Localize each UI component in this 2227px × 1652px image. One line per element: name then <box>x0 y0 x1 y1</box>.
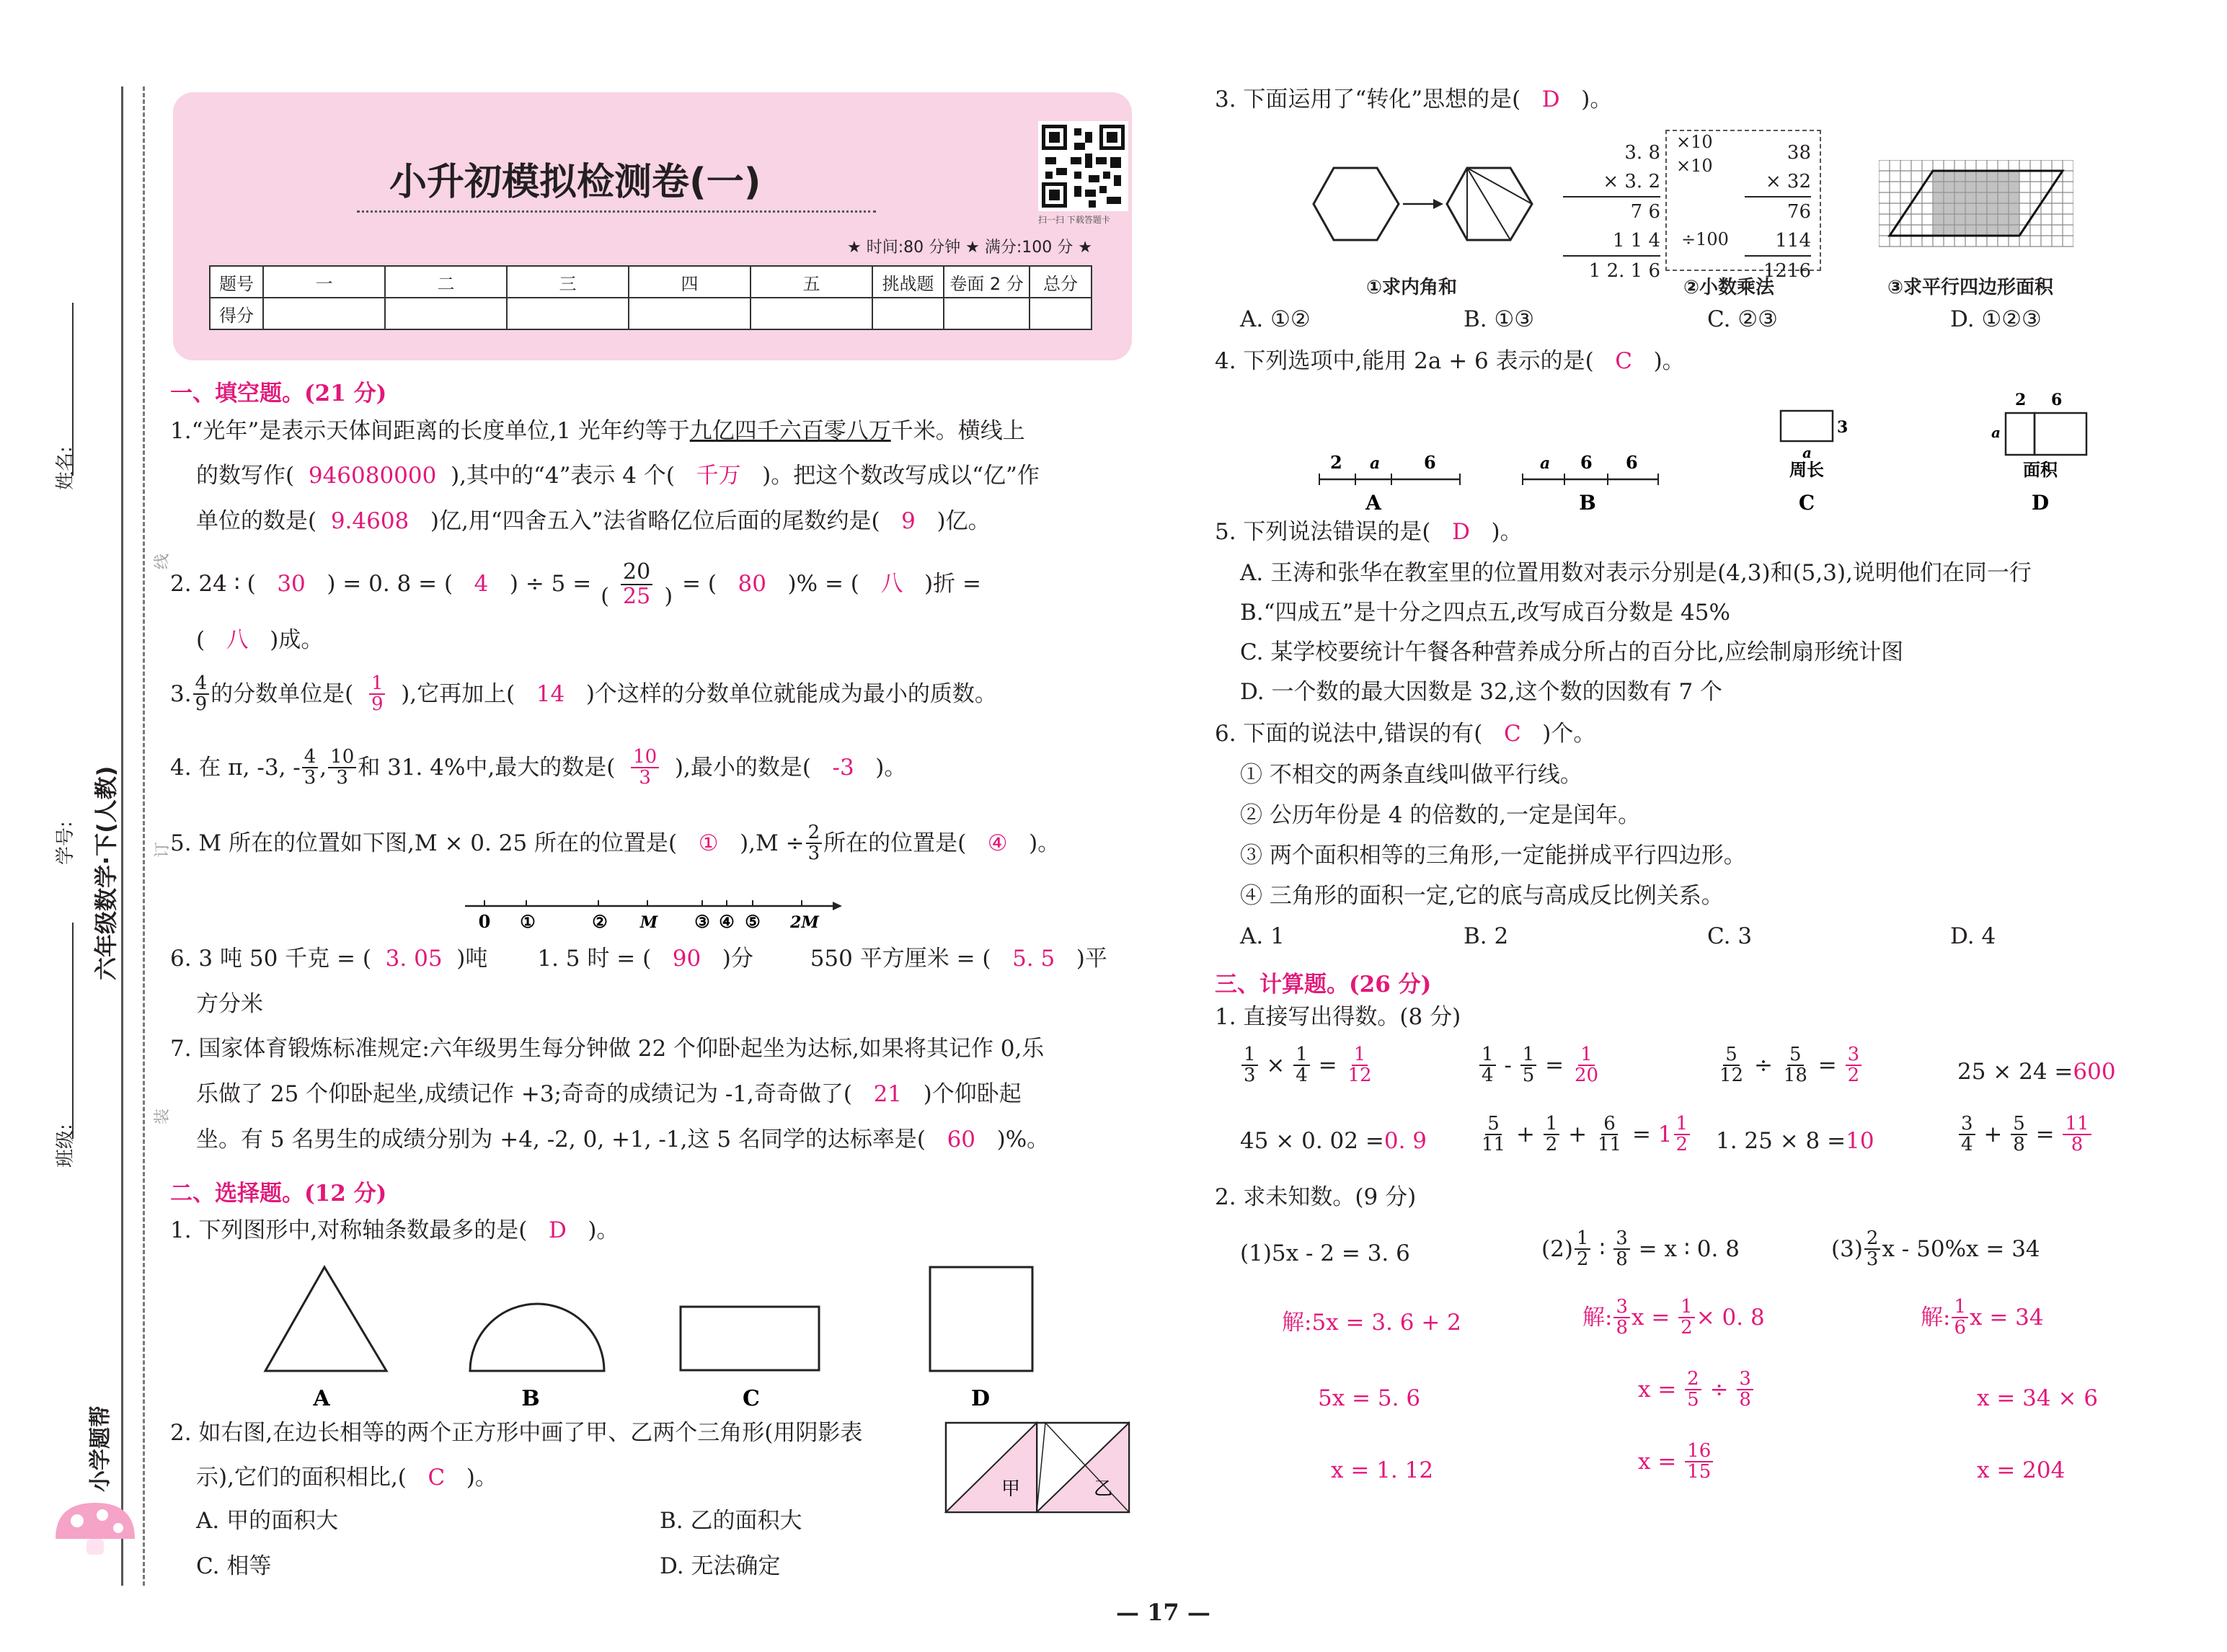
score-header-cell: 总分 <box>1030 266 1092 298</box>
fill-q2-line1: 2. 24 ∶ ( 30 ) = 0. 8 = ( 4 ) ÷ 5 = $\frac{20}{( 25 )}$ = ( 80 )% = ( 八 )折 = <box>170 559 981 609</box>
binding-line-outer <box>121 86 123 1586</box>
shape-label-a: A <box>313 1386 330 1411</box>
axis-label-2m: 2M <box>790 913 819 932</box>
sidebar-id-label: 学号: <box>55 821 76 865</box>
score-cell[interactable] <box>507 298 629 329</box>
fill-q5: 5. M 所在的位置如下图,M × 0. 25 所在的位置是( ① ),M ÷ $\frac{2}{3}$ 所在的位置是( ④ )。 <box>170 822 1061 865</box>
calc-item-5: 45 × 0. 02 =0. 9 <box>1240 1128 1427 1154</box>
fill-q4: 4. 在 π, -3, - $\frac{4}{3}$ , $\frac{10}{3}$ 和 31. 4%中,最大的数是( $\frac{10}{3}$ ),最小的数是( -3 )。 <box>170 746 907 789</box>
c4-d-caption: 面积 <box>2023 459 2058 480</box>
solution-1-step-2: 5x = 5. 6 <box>1318 1385 1421 1411</box>
name-underline <box>72 303 74 476</box>
score-header-cell: 五 <box>751 266 872 298</box>
choice-q5: 5. 下列说法错误的是( D )。 <box>1215 519 1523 545</box>
binding-mark-xian: 线 <box>154 553 172 569</box>
c6-option-a[interactable]: A. 1 <box>1240 923 1285 949</box>
choice-q2-figure <box>944 1421 1132 1514</box>
equation-3: (3) $\frac{2}{3}$ x - 50%x = 34 <box>1831 1227 2040 1271</box>
choice-q1: 1. 下列图形中,对称轴条数最多的是( D )。 <box>170 1217 619 1243</box>
axis-label-3: ③ <box>694 911 710 932</box>
solution-2-step-2: x = $\frac{2}{5}$ ÷ $\frac{3}{8}$ <box>1638 1369 1755 1411</box>
fill-q6-line2: 方分米 <box>196 991 263 1017</box>
section-fill-heading: 一、填空题。(21 分) <box>170 381 387 407</box>
sidebar-class-label: 班级: <box>55 1124 76 1168</box>
score-header-cell: 题号 <box>210 266 263 298</box>
solution-2-step-1: 解: $\frac{3}{8}$ x = $\frac{1}{2}$ × 0. 8 <box>1582 1296 1765 1339</box>
equation-1: (1)5x - 2 = 3. 6 <box>1240 1240 1410 1266</box>
choice-q3: 3. 下面运用了“转化”思想的是( D )。 <box>1215 86 1613 112</box>
c4-a-seg-2: 2 <box>1330 452 1342 473</box>
choice-q2-option-d[interactable]: D. 无法确定 <box>660 1553 781 1579</box>
c3-mult-left: 3. 8 × 3. 2 7 6 1 1 4 1 2. 1 6 <box>1563 138 1660 285</box>
c5-option-c[interactable]: C. 某学校要统计午餐各种营养成分所占的百分比,应绘制扇形统计图 <box>1240 639 1904 665</box>
solution-3-step-2: x = 34 × 6 <box>1977 1385 2099 1411</box>
c3-hexagon-figure <box>1312 164 1536 244</box>
score-header-cell: 四 <box>629 266 751 298</box>
c4-d-dim-2: 2 <box>2015 391 2027 409</box>
score-header-cell: 卷面 2 分 <box>944 266 1030 298</box>
binding-mark-ding: 订 <box>154 841 172 858</box>
calc-q2-title: 2. 求未知数。(9 分) <box>1215 1184 1417 1210</box>
axis-label-m: M <box>639 913 658 932</box>
shape-label-b: B <box>521 1386 540 1411</box>
c6-statement-3: ③ 两个面积相等的三角形,一定能拼成平行四边形。 <box>1240 843 1746 869</box>
title-dotted-rule <box>357 210 876 213</box>
c4-label-d: D <box>2031 491 2050 515</box>
axis-label-5: ⑤ <box>745 911 761 932</box>
c3-caption-3: ③求平行四边形面积 <box>1887 277 2054 298</box>
choice-q2-line2: 示),它们的面积相比,( C )。 <box>196 1465 497 1491</box>
c4-b-seg-6a: 6 <box>1580 452 1593 473</box>
score-cell[interactable] <box>944 298 1030 329</box>
calc-q1-title: 1. 直接写出得数。(8 分) <box>1215 1004 1461 1030</box>
score-cell[interactable] <box>385 298 507 329</box>
score-cell[interactable] <box>629 298 751 329</box>
c3-caption-1: ①求内角和 <box>1366 277 1458 298</box>
choice-q2-option-b[interactable]: B. 乙的面积大 <box>660 1508 802 1534</box>
sidebar-brand: 小学题帮 <box>88 1405 113 1492</box>
choice-q2-line1: 2. 如右图,在边长相等的两个正方形中画了甲、乙两个三角形(用阴影表 <box>170 1420 863 1446</box>
solution-2-step-3: x = $\frac{16}{15}$ <box>1638 1442 1714 1483</box>
score-cell[interactable] <box>751 298 872 329</box>
c4-c-dim-a: a <box>1802 444 1812 461</box>
score-table <box>209 265 1092 330</box>
score-header-cell: 三 <box>507 266 629 298</box>
c3-div100: ÷100 <box>1681 229 1729 249</box>
choice-q1-shapes <box>252 1254 1045 1413</box>
section-choice-heading: 二、选择题。(12 分) <box>170 1181 387 1207</box>
score-cell[interactable] <box>1030 298 1092 329</box>
sidebar-grade: 六年级数学·下(人教) <box>92 765 120 980</box>
fill-q7-line2: 乐做了 25 个仰卧起坐,成绩记作 +3;奇奇的成绩记为 -1,奇奇做了( 21 )个仰卧起 <box>196 1081 1022 1107</box>
solution-3-step-3: x = 204 <box>1977 1457 2066 1483</box>
c4-label-a: A <box>1365 491 1381 515</box>
choice-q2-option-c[interactable]: C. 相等 <box>196 1553 272 1579</box>
mushroom-logo-icon <box>52 1499 138 1557</box>
c3-caption-2: ②小数乘法 <box>1683 277 1775 298</box>
sidebar-name-label: 姓名: <box>55 446 76 490</box>
c3-option-a[interactable]: A. ①② <box>1240 306 1311 332</box>
triangle-shape <box>265 1267 386 1371</box>
calc-item-2: $\frac{1}{4}$ - $\frac{1}{5}$ = $\frac{1}{20}$ <box>1478 1045 1602 1086</box>
c4-c-caption: 周长 <box>1789 459 1824 480</box>
c3-mult-right: 38 × 32 76 114 1216 <box>1745 138 1811 285</box>
axis-label-4: ④ <box>719 911 735 932</box>
c4-label-c: C <box>1798 491 1815 515</box>
c4-label-b: B <box>1579 491 1596 515</box>
calc-item-1: $\frac{1}{3}$ × $\frac{1}{4}$ = $\frac{1}{12}$ <box>1240 1045 1376 1086</box>
score-header-cell: 挑战题 <box>872 266 944 298</box>
solution-1-step-3: x = 1. 12 <box>1331 1457 1434 1483</box>
equation-2: (2) $\frac{1}{2}$ ∶ $\frac{3}{8}$ = x ∶ 0. 8 <box>1541 1227 1740 1271</box>
c6-statement-2: ② 公历年份是 4 的倍数的,一定是闰年。 <box>1240 802 1641 828</box>
binding-line-dashed <box>143 86 145 1586</box>
score-cell[interactable] <box>263 298 385 329</box>
yi-label: 乙 <box>1093 1478 1113 1500</box>
choice-q6: 6. 下面的说法中,错误的有( C )个。 <box>1215 721 1596 747</box>
q2-fraction: $\frac{20}{( 25 )}$ <box>601 559 673 609</box>
solution-1-step-1: 解:5x = 3. 6 + 2 <box>1282 1310 1461 1336</box>
calc-item-4: 25 × 24 =600 <box>1957 1059 2116 1085</box>
score-header-cell: 二 <box>385 266 507 298</box>
fill-q7-line1: 7. 国家体育锻炼标准规定:六年级男生每分钟做 22 个仰卧起坐为达标,如果将其记作 0,乐 <box>170 1036 1045 1062</box>
qr-caption: 扫一扫 下载答题卡 <box>1038 215 1110 225</box>
calc-item-3: $\frac{5}{12}$ ÷ $\frac{5}{18}$ = $\frac{3}{2}$ <box>1716 1045 1863 1086</box>
semicircle-shape <box>470 1304 604 1371</box>
section-calc-heading: 三、计算题。(26 分) <box>1215 972 1432 998</box>
c6-option-c[interactable]: C. 3 <box>1707 923 1753 949</box>
q5-number-line <box>461 897 844 933</box>
c4-d-dim-a: a <box>1991 424 2001 441</box>
c5-option-b[interactable]: B.“四成五”是十分之四点五,改写成百分数是 45% <box>1240 600 1730 626</box>
fill-q1-line3: 单位的数是( 9.4608 )亿,用“四舍五入”法省略亿位后面的尾数约是( 9 )亿。 <box>196 508 991 534</box>
shape-label-d: D <box>970 1386 991 1411</box>
fill-q2-line2: ( 八 )成。 <box>196 627 324 653</box>
shape-label-c: C <box>743 1386 760 1411</box>
c3-option-d[interactable]: D. ①②③ <box>1950 306 2042 332</box>
fill-q3: 3. $\frac{4}{9}$ 的分数单位是( $\frac{1}{9}$ ),它再加上( 14 )个这样的分数单位就能成为最小的质数。 <box>170 672 997 716</box>
binding-mark-zhuang: 装 <box>154 1108 172 1124</box>
c3-times10-a: ×10 <box>1676 132 1713 152</box>
fill-q6-line1: 6. 3 吨 50 千克 = ( 3. 05 )吨 1. 5 时 = ( 90 )分 550 平方厘米 = ( 5. 5 )平 <box>170 946 1107 972</box>
c6-statement-1: ① 不相交的两条直线叫做平行线。 <box>1240 762 1582 788</box>
c3-times10-b: ×10 <box>1676 156 1713 176</box>
square-shape <box>930 1267 1032 1371</box>
fill-q1-line1: 1.“光年”是表示天体间距离的长度单位,1 光年约等于九亿四千六百零八万千米。横线上 <box>170 418 1025 444</box>
c3-parallelogram-grid <box>1879 160 2073 248</box>
class-underline <box>72 923 74 1139</box>
fill-q7-line3: 坐。有 5 名男生的成绩分别为 +4, -2, 0, +1, -1,这 5 名同学的达标率是( 60 )%。 <box>196 1127 1050 1153</box>
page-title: 小升初模拟检测卷(一) <box>389 161 761 204</box>
choice-q2-option-a[interactable]: A. 甲的面积大 <box>196 1508 339 1534</box>
qr-code-icon[interactable] <box>1038 121 1128 211</box>
axis-label-1: ① <box>520 911 536 932</box>
c5-option-a[interactable]: A. 王涛和张华在教室里的位置用数对表示分别是(4,3)和(5,3),说明他们在同一行 <box>1240 560 2032 586</box>
c6-option-d[interactable]: D. 4 <box>1950 923 1996 949</box>
axis-label-2: ② <box>592 911 608 932</box>
solution-3-step-1: 解: $\frac{1}{6}$ x = 34 <box>1921 1296 2044 1339</box>
c3-option-b[interactable]: B. ①③ <box>1464 306 1535 332</box>
exam-meta: ★ 时间:80 分钟 ★ 满分:100 分 ★ <box>847 239 1092 257</box>
jia-label: 甲 <box>1001 1478 1021 1500</box>
score-row-label: 得分 <box>210 298 263 329</box>
calc-item-8: $\frac{3}{4}$ + $\frac{5}{8}$ = $\frac{11}{8}$ <box>1957 1114 2093 1155</box>
calc-item-7: 1. 25 × 8 =10 <box>1716 1128 1874 1154</box>
c3-option-c[interactable]: C. ②③ <box>1707 306 1778 332</box>
c4-c-dim-3: 3 <box>1837 418 1849 437</box>
axis-label-0: 0 <box>478 911 491 932</box>
fill-q1-line2: 的数写作( 946080000 ),其中的“4”表示 4 个( 千万 )。把这个数改写成以“亿”作 <box>196 463 1040 489</box>
rectangle-shape <box>681 1307 819 1370</box>
page-number: — 17 — <box>1116 1599 1210 1626</box>
c5-option-d[interactable]: D. 一个数的最大因数是 32,这个数的因数有 7 个 <box>1240 679 1723 705</box>
score-header-cell: 一 <box>263 266 385 298</box>
score-cell[interactable] <box>872 298 944 329</box>
calc-item-6: $\frac{5}{11}$ + $\frac{1}{2}$ + $\frac{6}{11}$ = 1 $\frac{1}{2}$ <box>1478 1114 1691 1155</box>
c4-b-seg-6b: 6 <box>1626 452 1638 473</box>
c6-option-b[interactable]: B. 2 <box>1464 923 1509 949</box>
choice-q4: 4. 下列选项中,能用 2a + 6 表示的是( C )。 <box>1215 348 1685 374</box>
c4-figures <box>1298 386 2091 515</box>
c4-a-seg-6: 6 <box>1424 452 1436 473</box>
c6-statement-4: ④ 三角形的面积一定,它的底与高成反比例关系。 <box>1240 883 1724 909</box>
c4-a-seg-a: a <box>1370 454 1381 473</box>
c4-d-dim-6: 6 <box>2051 391 2063 409</box>
c4-b-seg-a: a <box>1540 454 1551 473</box>
